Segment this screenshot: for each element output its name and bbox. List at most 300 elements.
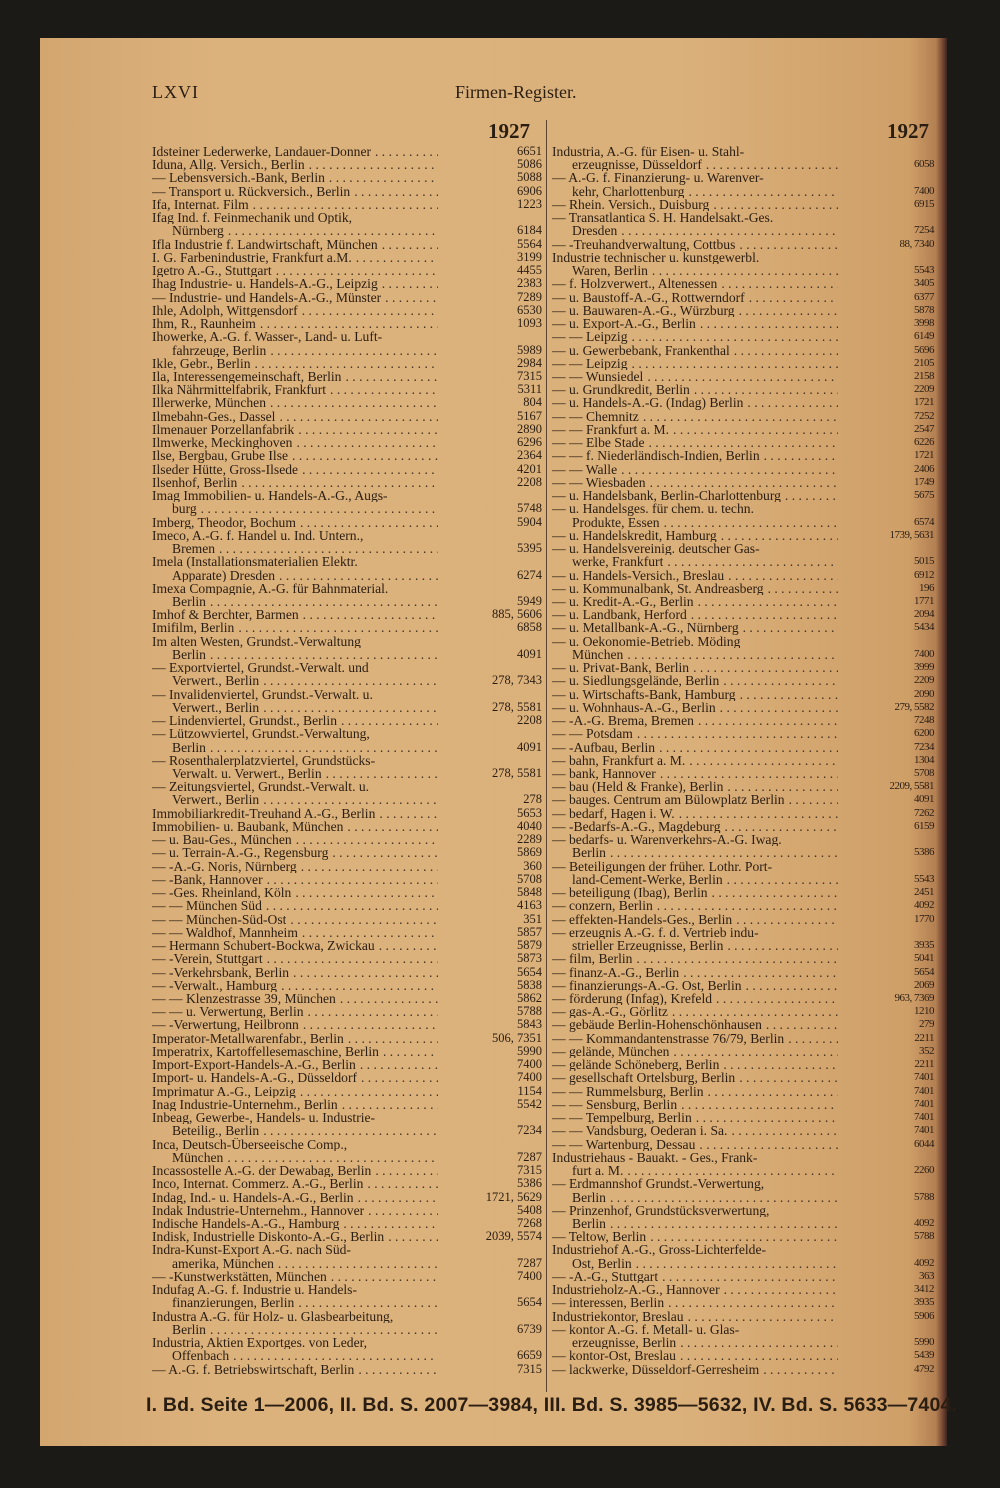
register-entry-line xyxy=(152,370,542,383)
company-name: Imifilm, Berlin xyxy=(152,621,235,635)
company-name: — -Treuhandverwaltung, Cottbus xyxy=(552,237,736,251)
page-reference: 6915 xyxy=(914,197,934,210)
dot-leader xyxy=(275,410,438,423)
page-reference: 6739 xyxy=(517,1321,542,1336)
dot-leader xyxy=(259,793,438,806)
dot-leader xyxy=(371,145,438,158)
register-entry-line xyxy=(552,886,934,899)
company-name: Industra A.-G. für Holz- u. Glasbearbeitung, xyxy=(152,1309,394,1323)
company-name: — u. Bauwaren-A.-G., Würzburg xyxy=(552,303,735,318)
register-entry-line xyxy=(152,860,542,873)
company-name: Produkte, Essen xyxy=(572,515,660,529)
register-entry-line xyxy=(152,608,542,621)
register-entry-line xyxy=(552,833,934,846)
register-entry-line xyxy=(552,1058,934,1071)
register-entry-line xyxy=(152,436,542,449)
register-entry-line xyxy=(152,952,542,965)
company-name: — — Walle xyxy=(552,462,618,476)
company-name: land-Cement-Werke, Berlin xyxy=(572,872,723,887)
page-reference: 6530 xyxy=(517,302,542,317)
page-reference: 2039, 5574 xyxy=(485,1229,542,1244)
company-name: — erzeugnis A.-G. f. d. Vertrieb indu- xyxy=(552,925,759,940)
company-name: — — München-Süd-Ost xyxy=(152,912,287,926)
dot-leader xyxy=(721,820,839,833)
company-name: Dresden xyxy=(572,224,618,238)
register-entry-line xyxy=(152,1217,542,1230)
page-reference: 3935 xyxy=(914,1296,934,1309)
register-entry-line xyxy=(152,1204,542,1217)
company-name: werke, Frankfurt xyxy=(572,555,664,569)
dot-leader xyxy=(298,926,438,939)
dot-leader xyxy=(702,158,838,171)
page-reference: 2069 xyxy=(914,978,934,991)
register-entry-line xyxy=(152,344,542,357)
dot-leader xyxy=(328,846,438,859)
register-entry-line xyxy=(552,595,934,608)
register-entry-line xyxy=(552,979,934,992)
register-entry-line xyxy=(552,926,934,939)
company-name: fahrzeuge, Berlin xyxy=(172,343,267,357)
dot-leader xyxy=(717,529,838,542)
register-entry-line xyxy=(552,158,934,171)
page-reference: 5848 xyxy=(517,885,542,900)
dot-leader xyxy=(723,780,838,793)
dot-leader xyxy=(277,979,438,992)
dot-leader xyxy=(623,648,838,661)
page-reference: 7315 xyxy=(517,1361,542,1376)
register-entry-line xyxy=(552,198,934,211)
register-entry-line xyxy=(552,754,934,767)
company-name: Verwert., Berlin xyxy=(172,700,260,715)
page-reference: 5015 xyxy=(914,555,934,568)
page-reference: 2209, 5581 xyxy=(889,780,934,793)
dot-leader xyxy=(350,185,438,198)
page-reference: 6274 xyxy=(517,567,542,582)
register-entry-line xyxy=(152,674,542,687)
register-entry-line xyxy=(552,913,934,926)
register-entry-line xyxy=(152,1124,542,1137)
dot-leader xyxy=(339,1217,438,1230)
register-entry-line xyxy=(152,873,542,886)
page-reference: 2209 xyxy=(914,674,934,687)
register-entry-line xyxy=(552,714,934,727)
dot-leader xyxy=(645,436,839,449)
register-entry-line xyxy=(552,674,934,687)
company-name: — Lützowviertel, Grundst.-Verwaltung, xyxy=(152,727,370,741)
company-name: — u. Metallbank-A.-G., Nürnberg xyxy=(552,621,739,635)
dot-leader xyxy=(606,1217,838,1230)
register-entry-line xyxy=(152,1243,542,1256)
company-name: — u. Landbank, Herford xyxy=(552,608,687,622)
company-name: — beteiligung (Ibag), Berlin xyxy=(552,886,708,900)
register-entry-line xyxy=(552,396,934,409)
page-reference: 2209 xyxy=(914,383,934,396)
page-reference: 2211 xyxy=(914,1031,934,1044)
page-reference: 3405 xyxy=(914,277,934,290)
dot-leader xyxy=(224,224,438,237)
dot-leader xyxy=(234,621,438,634)
register-entry-line xyxy=(152,966,542,979)
dot-leader xyxy=(735,304,838,317)
dot-leader xyxy=(304,1005,438,1018)
company-name: — Teltow, Berlin xyxy=(552,1230,647,1244)
dot-leader xyxy=(375,807,438,820)
company-name: Ilmenauer Porzellanfabrik xyxy=(152,422,295,437)
page-reference: 963, 7369 xyxy=(894,992,934,1004)
register-entry-line xyxy=(152,476,542,489)
page-reference: 6858 xyxy=(517,620,542,635)
page-reference: 5862 xyxy=(517,991,542,1005)
register-entry-line xyxy=(552,449,934,462)
page-reference: 3412 xyxy=(914,1283,934,1296)
dot-leader xyxy=(696,317,838,330)
company-name: Inag Industrie-Unternehm., Berlin xyxy=(152,1097,338,1112)
company-name: Illerwerke, München xyxy=(152,396,266,410)
company-name: Ilmwerke, Meckinghoven xyxy=(152,436,293,450)
page-reference: 2090 xyxy=(914,687,934,700)
company-name: Industria, A.-G. für Eisen- u. Stahl- xyxy=(552,145,745,159)
dot-leader xyxy=(256,317,438,330)
dot-leader xyxy=(655,741,838,754)
company-name: — Rhein. Versich., Duisburg xyxy=(552,197,710,212)
page-reference: 7252 xyxy=(914,409,934,422)
company-name: erzeugnisse, Berlin xyxy=(572,1336,677,1350)
company-name: — -Verkehrsbank, Berlin xyxy=(152,965,290,979)
dot-leader xyxy=(639,410,838,423)
company-name: Import- u. Handels-A.-G., Düsseldorf xyxy=(152,1071,357,1085)
page-reference: 2547 xyxy=(914,422,934,435)
register-entry-line xyxy=(152,807,542,820)
dot-leader xyxy=(375,939,438,952)
company-name: — lackwerke, Düsseldorf-Gerresheim xyxy=(552,1362,760,1376)
page-reference: 7262 xyxy=(914,806,934,819)
register-column-left xyxy=(152,145,542,1376)
register-entry-line xyxy=(552,1230,934,1243)
page-reference: 4091 xyxy=(517,646,542,661)
register-entry-line xyxy=(552,489,934,502)
page-reference: 4040 xyxy=(517,818,542,833)
register-entry-line xyxy=(552,542,934,555)
dot-leader xyxy=(336,992,438,1005)
register-entry-line xyxy=(552,224,934,237)
register-entry-line xyxy=(152,211,542,224)
company-name: — u. Wirtschafts-Bank, Hamburg xyxy=(552,687,736,701)
company-name: — u. Handels-Versich., Breslau xyxy=(552,568,725,582)
page-reference: 2208 xyxy=(517,713,542,728)
volume-page-ranges-footer: I. Bd. Seite 1—2006, II. Bd. S. 2007—3984, III. Bd. S. 3985—5632, IV. Bd. S. 5633—7404. xyxy=(146,1394,958,1416)
company-name: — u. Handelsges. für chem. u. techn. xyxy=(552,502,754,516)
page-reference: 2890 xyxy=(517,421,542,436)
company-name: Berlin xyxy=(572,1190,606,1204)
company-name: — — Klenzestrasse 39, München xyxy=(152,992,336,1006)
register-entry-line xyxy=(552,1270,934,1283)
register-entry-line xyxy=(152,1349,542,1362)
dot-leader xyxy=(628,357,838,370)
company-name: — -Verwertung, Heilbronn xyxy=(152,1018,299,1032)
company-name: — — Tempelburg, Berlin xyxy=(552,1111,692,1125)
company-name: — — Leipzig xyxy=(552,330,628,344)
dot-leader xyxy=(206,595,438,608)
dot-leader xyxy=(676,1349,838,1362)
dot-leader xyxy=(296,1085,438,1098)
company-name: — Zeitungsviertel, Grundst.-Verwalt. u. xyxy=(152,780,370,794)
page-reference: 360 xyxy=(523,858,542,873)
company-name: Indufag A.-G. f. Industrie u. Handels- xyxy=(152,1283,357,1297)
page-reference: 352 xyxy=(919,1044,934,1057)
register-entry-line xyxy=(152,463,542,476)
dot-leader xyxy=(606,1191,838,1204)
register-entry-line xyxy=(552,741,934,754)
register-entry-line xyxy=(552,1045,934,1058)
company-name: Industrieholz-A.-G., Hannover xyxy=(552,1283,720,1297)
company-name: Ifla Industrie f. Landwirtschaft, München xyxy=(152,237,378,251)
company-name: Immobiliarkredit-Treuhand A.-G., Berlin xyxy=(152,806,376,820)
dot-leader xyxy=(341,370,438,383)
company-name: — u. Handelsvereinig. deutscher Gas- xyxy=(552,542,760,556)
page-reference: 2383 xyxy=(517,276,542,291)
register-entry-line xyxy=(152,939,542,952)
register-entry-line xyxy=(552,1363,934,1376)
page-reference: 6044 xyxy=(914,1137,934,1150)
register-entry-line xyxy=(152,1045,542,1058)
page-reference: 7289 xyxy=(517,289,542,304)
dot-leader xyxy=(381,291,438,304)
register-entry-line xyxy=(152,1111,542,1124)
dot-leader xyxy=(736,688,838,701)
page-reference: 3999 xyxy=(914,661,934,674)
company-name: Imprimatur A.-G., Leipzig xyxy=(152,1084,296,1098)
dot-leader xyxy=(692,1111,838,1124)
register-entry-line xyxy=(552,1243,934,1256)
company-name: Ihm, R., Raunheim xyxy=(152,317,256,331)
register-entry-line xyxy=(152,383,542,396)
dot-leader xyxy=(206,741,438,754)
company-name: Apparate) Dresden xyxy=(172,568,276,582)
register-entry-line xyxy=(552,370,934,383)
register-entry-line xyxy=(552,807,934,820)
company-name: Import-Export-Handels-A.-G., Berlin xyxy=(152,1058,356,1072)
dot-leader xyxy=(660,516,838,529)
dot-leader xyxy=(633,727,838,740)
page-reference: 6226 xyxy=(914,436,934,449)
company-name: — — Wartenburg, Dessau xyxy=(552,1137,696,1151)
page-reference: 1154 xyxy=(517,1083,542,1098)
company-name: — f. Holzverwert., Altenessen xyxy=(552,277,718,291)
company-name: Ifa, Internat. Film xyxy=(152,197,249,212)
dot-leader xyxy=(249,198,438,211)
dot-leader xyxy=(338,1098,438,1111)
page-reference: 5542 xyxy=(517,1096,542,1111)
page-reference: 5873 xyxy=(517,951,542,966)
dot-leader xyxy=(299,608,438,621)
company-name: Indak Industrie-Unternehm., Hannover xyxy=(152,1203,365,1217)
register-entry-line xyxy=(152,621,542,634)
company-name: strieller Erzeugnisse, Berlin xyxy=(572,939,724,953)
dot-leader xyxy=(363,1177,438,1190)
register-entry-line xyxy=(552,383,934,396)
page-reference: 5543 xyxy=(914,264,934,277)
company-name: Ihowerke, A.-G. f. Wasser-, Land- u. Luft- xyxy=(152,330,383,344)
page-reference: 5088 xyxy=(517,170,542,185)
dot-leader xyxy=(742,979,838,992)
dot-leader xyxy=(675,807,838,820)
company-name: Imperator-Metallwarenfabr., Berlin xyxy=(152,1031,344,1045)
register-entry-line xyxy=(552,330,934,343)
register-entry-line xyxy=(152,1098,542,1111)
company-name: — Invalidenviertel, Grundst.-Verwalt. u. xyxy=(152,687,373,701)
register-entry-line xyxy=(552,357,934,370)
column-divider xyxy=(546,120,547,1392)
company-name: — gesellschaft Ortelsburg, Berlin xyxy=(552,1071,736,1085)
page-reference: 7248 xyxy=(914,714,934,727)
register-entry-line xyxy=(152,224,542,237)
company-name: Ilse, Bergbau, Grube Ilse xyxy=(152,449,289,463)
page-reference: 7400 xyxy=(517,1268,542,1283)
page-reference: 5788 xyxy=(517,1004,542,1019)
company-name: — kontor A.-G. f. Metall- u. Glas- xyxy=(552,1322,740,1337)
company-name: Industrie technischer u. kunstgewerbl. xyxy=(552,250,760,265)
company-name: Iduna, Allg. Versich., Berlin xyxy=(152,158,305,172)
register-entry-line xyxy=(152,714,542,727)
company-name: Imberg, Theodor, Bochum xyxy=(152,515,296,529)
page-reference: 3199 xyxy=(517,249,542,264)
register-entry-line xyxy=(552,569,934,582)
company-name: — u. Handelskredit, Hamburg xyxy=(552,528,717,543)
company-name: — Transatlantica S. H. Handelsakt.-Ges. xyxy=(552,211,774,225)
register-entry-line xyxy=(552,992,934,1005)
company-name: Ost, Berlin xyxy=(572,1256,632,1270)
register-entry-line xyxy=(152,410,542,423)
company-name: Nürnberg xyxy=(172,224,224,238)
dot-leader xyxy=(384,1230,438,1243)
register-entry-line xyxy=(152,1230,542,1243)
register-entry-line xyxy=(152,1283,542,1296)
register-entry-line xyxy=(152,185,542,198)
register-entry-line xyxy=(152,727,542,740)
company-name: — -A.-G. Noris, Nürnberg xyxy=(152,859,297,873)
register-entry-line xyxy=(552,860,934,873)
dot-leader xyxy=(760,449,838,462)
register-entry-line xyxy=(552,1323,934,1336)
dot-leader xyxy=(646,1230,838,1243)
register-entry-line xyxy=(152,661,542,674)
dot-leader xyxy=(739,621,838,634)
company-name: — -A.-G. Brema, Bremen xyxy=(552,714,694,728)
dot-leader xyxy=(759,1363,838,1376)
page-reference: 4163 xyxy=(517,898,542,913)
register-entry-line xyxy=(152,741,542,754)
dot-leader xyxy=(237,476,438,489)
page-reference: 5949 xyxy=(517,593,542,608)
company-name: — u. Kredit-A.-G., Berlin xyxy=(552,594,694,609)
dot-leader xyxy=(263,952,438,965)
dot-leader xyxy=(298,463,438,476)
page-reference: 1223 xyxy=(517,196,542,211)
company-name: — u. Wohnhaus-A.-G., Berlin xyxy=(552,700,716,715)
page-reference: 1721 xyxy=(914,449,934,462)
company-name: — u. Handelsbank, Berlin-Charlottenburg xyxy=(552,489,781,503)
dot-leader xyxy=(274,1257,438,1270)
register-entry-line xyxy=(152,1191,542,1204)
register-entry-line xyxy=(152,1363,542,1376)
company-name: — conzern, Berlin xyxy=(552,899,653,913)
company-name: burg xyxy=(172,502,197,516)
register-entry-line xyxy=(152,1085,542,1098)
page-reference: 7400 xyxy=(517,1057,542,1072)
page-reference: 2158 xyxy=(914,369,934,382)
register-entry-line xyxy=(552,1310,934,1323)
register-entry-line xyxy=(552,701,934,714)
company-name: Verwert., Berlin xyxy=(172,793,260,807)
company-name: Bremen xyxy=(172,542,216,556)
company-name: — -Aufbau, Berlin xyxy=(552,740,656,754)
company-name: Berlin xyxy=(172,594,206,609)
page-reference: 5708 xyxy=(517,871,542,886)
dot-leader xyxy=(694,595,838,608)
page-reference: 5654 xyxy=(517,964,542,979)
page-reference: 4792 xyxy=(914,1362,934,1375)
page-reference: 7254 xyxy=(914,224,934,237)
page-reference: 1749 xyxy=(914,475,934,488)
page-reference: 279 xyxy=(919,1018,934,1031)
register-entry-line xyxy=(152,886,542,899)
page-reference: 4092 xyxy=(914,1256,934,1269)
dot-leader xyxy=(297,860,438,873)
dot-leader xyxy=(677,1098,838,1111)
page-reference: 5843 xyxy=(517,1017,542,1032)
company-name: Imperatrix, Kartoffellesemaschine, Berlin xyxy=(152,1044,379,1059)
dot-leader xyxy=(712,992,838,1005)
dot-leader xyxy=(251,357,438,370)
register-entry-line xyxy=(152,357,542,370)
company-name: Beteilig., Berlin xyxy=(172,1124,260,1138)
page-reference: 5041 xyxy=(914,952,934,965)
page-reference: 196 xyxy=(919,581,934,594)
page-reference: 363 xyxy=(919,1269,934,1282)
register-entry-line xyxy=(552,423,934,436)
company-name: — — Wunsiedel xyxy=(552,369,644,384)
page-reference: 4201 xyxy=(517,461,542,476)
register-entry-line xyxy=(152,1032,542,1045)
company-name: Indag, Ind.- u. Handels-A.-G., Berlin xyxy=(152,1190,354,1204)
dot-leader xyxy=(784,1032,838,1045)
company-name: — — Leipzig xyxy=(552,356,628,370)
dot-leader xyxy=(344,1032,438,1045)
page-reference: 506, 7351 xyxy=(492,1030,542,1045)
dot-leader xyxy=(684,1310,838,1323)
dot-leader xyxy=(294,1296,438,1309)
company-name: Ilmebahn-Ges., Dassel xyxy=(152,409,276,423)
dot-leader xyxy=(648,264,838,277)
company-name: Berlin xyxy=(572,846,606,860)
register-entry-line xyxy=(552,780,934,793)
register-entry-line xyxy=(552,1071,934,1084)
page-reference: 4092 xyxy=(914,899,934,912)
company-name: — A.-G. f. Finanzierung- u. Warenver- xyxy=(552,171,764,185)
company-name: — gelände, München xyxy=(552,1044,670,1059)
dot-leader xyxy=(327,1270,438,1283)
company-name: — bau (Held & Franke), Berlin xyxy=(552,780,724,794)
dot-leader xyxy=(743,396,838,409)
dot-leader xyxy=(206,1323,438,1336)
page-reference: 804 xyxy=(523,395,542,410)
register-entry-line xyxy=(152,304,542,317)
register-entry-line xyxy=(152,846,542,859)
register-entry-line xyxy=(552,1151,934,1164)
company-name: — Transport u. Rückversich., Berlin xyxy=(152,184,351,198)
dot-leader xyxy=(720,1283,838,1296)
register-entry-line xyxy=(152,1164,542,1177)
